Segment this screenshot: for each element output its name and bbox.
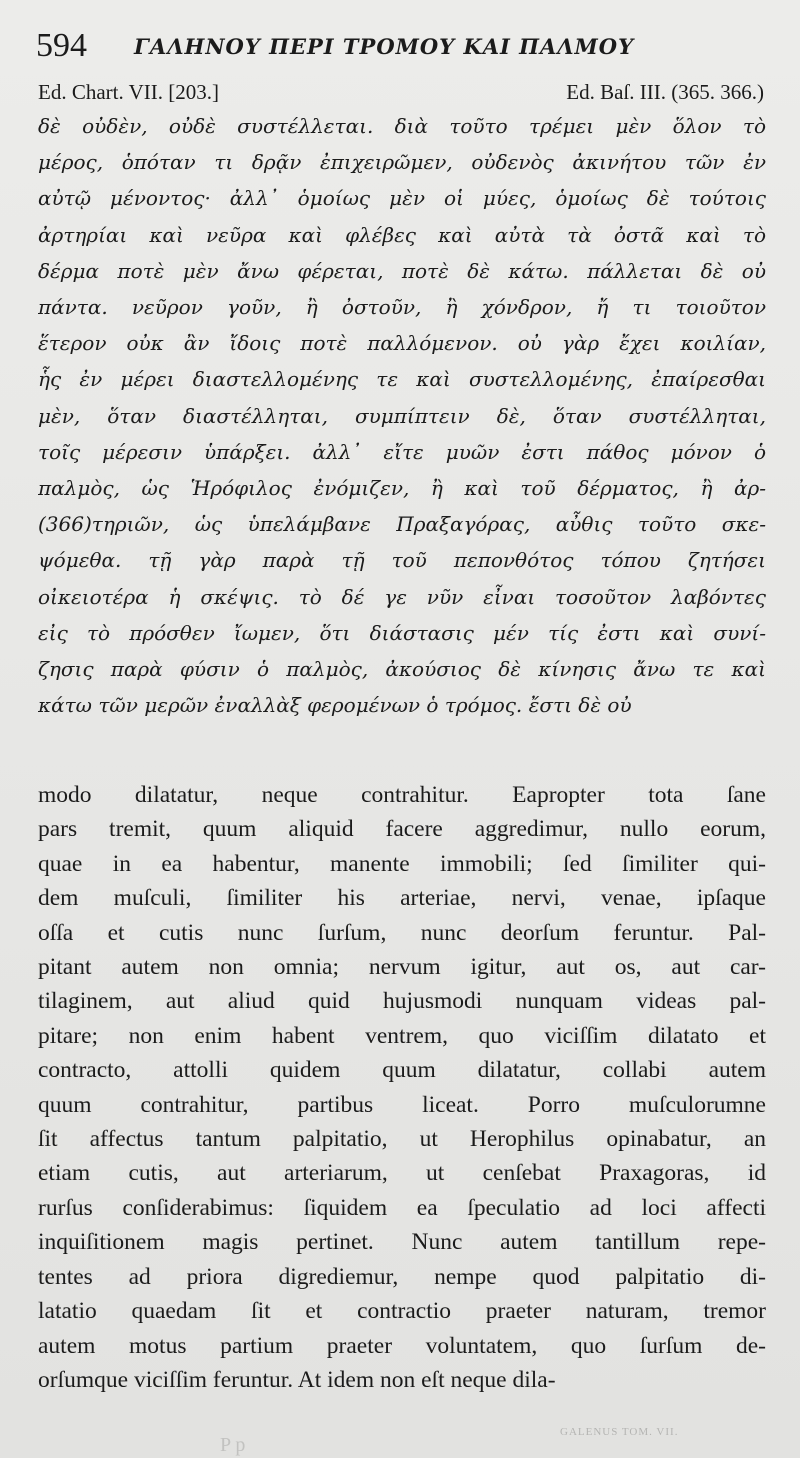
greek-text-line: εἰς τὸ πρόσθεν ἴωμεν, ὅτι διάστασις μέν τίς ἐστι καὶ συνί- <box>38 620 766 645</box>
latin-text-line: ſit affectus tantum palpitatio, ut Herophilus opinabatur, an <box>38 1126 766 1153</box>
greek-text-line: (366)τηριῶν, ὡς ὑπελάμβανε Πραξαγόρας, αὖθις τοῦτο σκε- <box>38 512 766 537</box>
greek-text-line: δέρμα ποτὲ μὲν ἄνω φέρεται, ποτὲ δὲ κάτω. πάλλεται δὲ οὐ <box>38 258 766 283</box>
greek-text-line: αὐτῷ μένοντος· ἀλλ᾽ ὁμοίως μὲν οἱ μύες, ὁμοίως δὲ τούτοις <box>38 186 766 211</box>
latin-text-line: latatio quaedam ſit et contractio praeter naturam, tremor <box>38 1298 766 1325</box>
greek-text-line: μέρος, ὁπόταν τι δρᾷν ἐπιχειρῶμεν, οὐδενὸς ἀκινήτου τῶν ἐν <box>38 150 766 175</box>
latin-text-line: etiam cutis, aut arteriarum, ut cenſebat Praxagoras, id <box>38 1160 766 1187</box>
edition-reference-row <box>38 80 764 110</box>
signature-mark: P p <box>220 1434 246 1456</box>
latin-text-line: orſumque viciſſim feruntur. At idem non eſt neque dila- <box>38 1366 556 1393</box>
greek-text-line: κάτω τῶν μερῶν ἐναλλὰξ φερομένων ὁ τρόμος. ἔστι δὲ οὐ <box>38 693 632 718</box>
greek-text-line: τοῖς μέρεσιν ὑπάρξει. ἀλλ᾽ εἴτε μυῶν ἐστι πάθος μόνον ὁ <box>38 439 766 464</box>
greek-text-line: δὲ οὐδὲν, οὐδὲ συστέλλεται. διὰ τοῦτο τρέμει μὲν ὅλον τὸ <box>38 114 766 138</box>
greek-text-line: ἀρτηρίαι καὶ νεῦρα καὶ φλέβες καὶ αὐτὰ τὰ ὀστᾶ καὶ τὸ <box>38 222 766 247</box>
latin-text-line: dem muſculi, ſimiliter his arteriae, nervi, venae, ipſaque <box>38 885 766 912</box>
page-header <box>36 28 776 72</box>
latin-text-line: pars tremit, quum aliquid facere aggredimur, nullo eorum, <box>38 816 766 843</box>
latin-text-block <box>38 778 766 1397</box>
latin-text-line: tilaginem, aut aliud quid hujusmodi nunquam videas pal- <box>38 988 766 1015</box>
bleed-through-text: GALENUS TOM. VII. <box>560 1426 679 1438</box>
greek-text-block <box>38 108 766 723</box>
page-number: 594 <box>36 27 87 64</box>
greek-text-line: οἰκειοτέρα ἡ σκέψις. τὸ δέ γε νῦν εἶναι τοσοῦτον λαβόντες <box>38 584 766 609</box>
latin-text-line: oſſa et cutis nunc ſurſum, nunc deorſum feruntur. Pal- <box>38 919 766 946</box>
latin-text-line: quum contrahitur, partibus liceat. Porro muſculorumne <box>38 1091 766 1118</box>
latin-text-line: tentes ad priora digrediemur, nempe quod palpitatio di- <box>38 1263 766 1290</box>
latin-text-line: autem motus partium praeter voluntatem, quo ſurſum de- <box>38 1332 766 1359</box>
latin-text-line: rurſus conſiderabimus: ſiquidem ea ſpeculatio ad loci affecti <box>38 1194 766 1221</box>
greek-text-line: μὲν, ὅταν διαστέλληται, συμπίπτειν δὲ, ὅταν συστέλληται, <box>38 403 766 428</box>
edition-reference-basel: Ed. Baſ. III. (365. 366.) <box>566 80 764 104</box>
greek-text-line: πάντα. νεῦρον γοῦν, ἢ ὀστοῦν, ἢ χόνδρον, ἤ τι τοιοῦτον <box>38 295 766 320</box>
greek-text-line: παλμὸς, ὡς Ἡρόφιλος ἐνόμιζεν, ἢ καὶ τοῦ δέρματος, ἢ ἀρ- <box>38 476 766 501</box>
greek-text-line: ζησις παρὰ φύσιν ὁ παλμὸς, ἀκούσιος δὲ κίνησις ἄνω τε καὶ <box>38 657 766 682</box>
greek-text-line: ἕτερον οὐκ ἂν ἴδοις ποτὲ παλλόμενον. οὐ γὰρ ἔχει κοιλίαν, <box>38 331 766 356</box>
latin-text-line: pitare; non enim habent ventrem, quo viciſſim dilatato et <box>38 1022 766 1049</box>
latin-text-line: contracto, attolli quidem quum dilatatur, collabi autem <box>38 1057 766 1084</box>
latin-text-line: inquiſitionem magis pertinet. Nunc autem tantillum repe- <box>38 1229 766 1256</box>
latin-text-line: pitant autem non omnia; nervum igitur, aut os, aut car- <box>38 954 766 981</box>
latin-text-line: modo dilatatur, neque contrahitur. Eapropter tota ſane <box>38 782 766 808</box>
greek-text-line: ψόμεθα. τῇ γὰρ παρὰ τῇ τοῦ πεπονθότος τόπου ζητήσει <box>38 548 766 573</box>
edition-reference-chartier: Ed. Chart. VII. [203.] <box>38 80 219 104</box>
running-title: ΓΑΛΗΝΟΥ ΠΕΡΙ ΤΡΟΜΟΥ ΚΑΙ ΠΑΛΜΟΥ <box>134 34 635 59</box>
latin-text-line: quae in ea habentur, manente immobili; ſed ſimiliter qui- <box>38 850 766 877</box>
greek-text-line: ἧς ἐν μέρει διαστελλομένης τε καὶ συστελλομένης, ἐπαίρεσθαι <box>38 367 766 392</box>
